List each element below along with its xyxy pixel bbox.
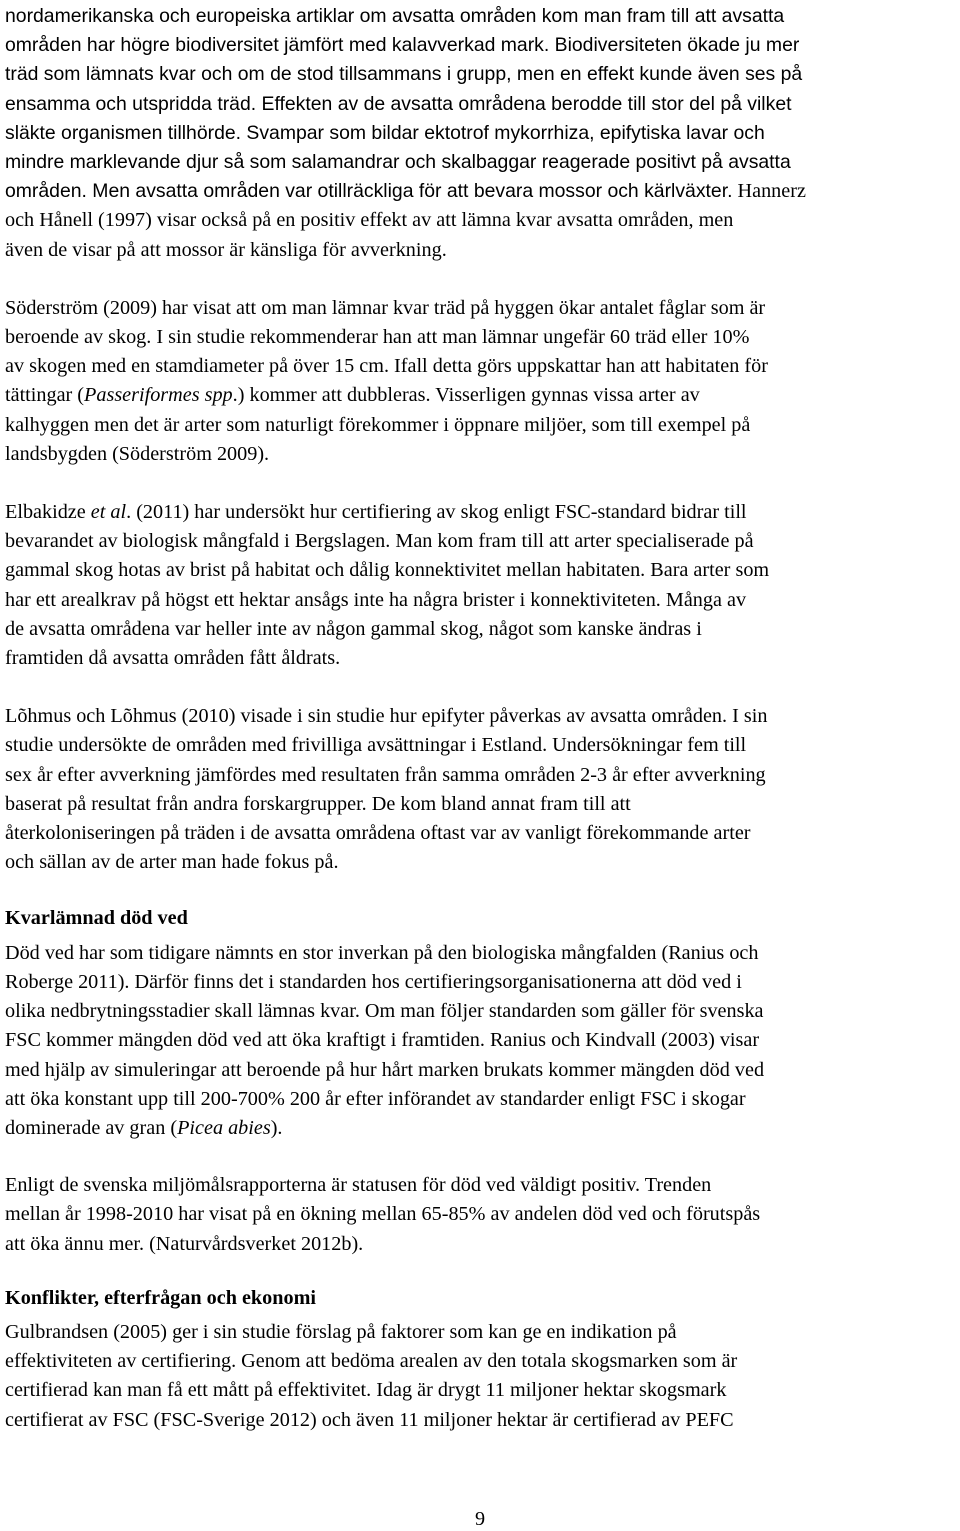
text-segment: Elbakidze [5,501,91,524]
text-segment: certifierad kan man få ett mått på effektivitet. Idag är drygt 11 miljoner hektar skogsmark [5,1379,727,1402]
text-line [5,1085,957,1114]
page-number: 9 [474,1508,486,1530]
text-line [5,1171,957,1200]
text-segment: områden har högre biodiversitet jämfört med kalavverkad mark. Biodiversiteten ökade ju mer [5,34,800,57]
text-line [5,702,957,731]
text-line [5,2,957,31]
text-segment: områden. Men avsatta områden var otillräckliga för att bevara mossor och kärlväxter. [5,180,733,203]
text-segment: med hjälp av simuleringar att beroende på hur hårt marken brukats kommer mängden död ved [5,1058,765,1081]
text-line [5,323,957,352]
text-segment: beroende av skog. I sin studie rekommenderar han att man lämnar ungefär 60 träd eller 10% [5,326,750,349]
text-line [5,1347,957,1376]
text-segment: kalhyggen men det är arter som naturligt förekommer i öppnare miljöer, som till exempel på [5,413,751,436]
text-segment: gammal skog hotas av brist på habitat och dålig konnektivitet mellan habitaten. Bara arter som [5,559,770,582]
text-line [5,206,957,235]
text-line [5,644,957,673]
text-line [5,1026,957,1055]
paragraph [5,2,957,265]
text-segment: sex år efter avverkning jämfördes med resultaten från samma områden 2-3 år efter avverkning [5,763,766,786]
text-segment: att öka ännu mer. (Naturvårdsverket 2012b). [5,1232,364,1255]
paragraph [5,498,957,673]
section-heading-conflicts: Konflikter, efterfrågan och ekonomi [5,1286,316,1309]
text-segment: .) kommer att dubbleras. Visserligen gynnas vissa arter av [232,384,700,407]
text-segment: Lõhmus och Lõhmus (2010) visade i sin studie hur epifyter påverkas av avsatta områden. I sin [5,705,768,728]
text-segment: olika nedbrytningsstadier skall lämnas kvar. Om man följer standarden som gäller för svenska [5,1000,764,1023]
text-segment: de avsatta områdena var heller inte av någon gammal skog, något som kanske ändras i [5,617,702,640]
text-line [5,177,957,206]
text-line [5,1230,957,1259]
text-line [5,1056,957,1085]
body-section-1 [5,2,957,877]
section-heading-dead-wood: Kvarlämnad död ved [5,907,188,930]
text-segment: träd som lämnats kvar och om de stod tillsammans i grupp, men en effekt kunde även ses på [5,63,803,86]
text-segment: studie undersökte de områden med frivilliga avsättningar i Estland. Undersökningar fem till [5,734,747,757]
text-segment: . (2011) har undersökt hur certifiering av skog enligt FSC-standard bidrar till [126,501,747,524]
paragraph [5,294,957,469]
italic-text: et al [90,501,127,524]
text-line [5,90,957,119]
text-line [5,819,957,848]
text-line [5,761,957,790]
text-line [5,31,957,60]
text-line [5,939,957,968]
text-line [5,1318,957,1347]
text-segment: släkte organismen tillhörde. Svampar som bildar ektotrof mykorrhiza, epifytiska lavar och [5,121,765,144]
text-segment: mellan år 1998-2010 har visat på en ökning mellan 65-85% av andelen död ved och förutspås [5,1203,761,1226]
text-line [5,556,957,585]
text-line [5,498,957,527]
text-segment: dominerade av gran ( [5,1116,178,1139]
text-segment: framtiden då avsatta områden fått åldrats. [5,647,341,670]
text-line [5,586,957,615]
italic-text: Picea abies [177,1116,271,1139]
text-line [5,997,957,1026]
text-segment: Död ved har som tidigare nämnts en stor inverkan på den biologiska mångfalden (Ranius och [5,941,759,964]
text-segment: bevarandet av biologisk mångfald i Bergslagen. Man kom fram till att arter specialiserade på [5,530,754,553]
text-segment: FSC kommer mängden död ved att öka kraftigt i framtiden. Ranius och Kindvall (2003) visar [5,1029,760,1052]
text-line [5,236,957,265]
text-line [5,1200,957,1229]
text-line [5,381,957,410]
body-section-2 [5,939,957,1259]
text-segment: baserat på resultat från andra forskargrupper. De kom bland annat fram till att [5,792,631,815]
text-segment: Enligt de svenska miljömålsrapporterna är statusen för död ved väldigt positiv. Trenden [5,1174,712,1197]
text-segment: mindre marklevande djur så som salamandrar och skalbaggar reagerade positivt på avsatta [5,151,791,174]
text-segment: Söderström (2009) har visat att om man lämnar kvar träd på hyggen ökar antalet fåglar som är [5,296,766,319]
body-section-3 [5,1318,957,1435]
text-segment: av skogen med en stamdiameter på över 15 cm. Ifall detta görs uppskattar han att habitaten för [5,355,768,378]
text-segment: även de visar på att mossor är känsliga för avverkning. [5,238,447,261]
text-line [5,615,957,644]
paragraph [5,702,957,877]
text-segment: återkoloniseringen på träden i de avsatta områdena oftast var av vanligt förekommande arter [5,822,751,845]
text-segment: nordamerikanska och europeiska artiklar om avsatta områden kom man fram till att avsatta [5,5,785,27]
text-line [5,731,957,760]
paragraph [5,1318,957,1435]
text-line [5,968,957,997]
text-line [5,60,957,89]
text-segment: och sällan av de arter man hade fokus på. [5,851,339,874]
text-line [5,1406,957,1435]
italic-text: Passeriformes spp [84,384,233,407]
text-segment: ensamma och utspridda träd. Effekten av de avsatta områdena berodde till stor del på vilket [5,92,792,115]
text-line [5,352,957,381]
text-segment: effektiviteten av certifiering. Genom att bedöma arealen av den totala skogsmarken som är [5,1350,738,1373]
text-line [5,440,957,469]
text-segment: har ett arealkrav på högst ett hektar ansågs inte ha några brister i konnektiviteten. Många av [5,588,747,611]
document-page [5,2,957,1435]
text-segment: Roberge 2011). Därför finns det i standarden hos certifieringsorganisationerna att död ved i [5,970,742,993]
text-line [5,1376,957,1405]
text-segment: Hannerz [732,180,806,203]
text-segment: och Hånell (1997) visar också på en positiv effekt av att lämna kvar avsatta områden, men [5,209,734,232]
text-line [5,148,957,177]
text-line [5,848,957,877]
text-line [5,411,957,440]
text-line [5,790,957,819]
text-line [5,1114,957,1143]
text-line [5,119,957,148]
paragraph [5,1171,957,1259]
text-segment: ). [270,1116,283,1139]
text-segment: att öka konstant upp till 200-700% 200 år efter införandet av standarder enligt FSC i skogar [5,1087,746,1110]
text-line [5,294,957,323]
paragraph [5,939,957,1143]
text-line [5,527,957,556]
text-segment: tättingar ( [5,384,85,407]
text-segment: Gulbrandsen (2005) ger i sin studie förslag på faktorer som kan ge en indikation på [5,1320,677,1343]
text-segment: certifierat av FSC (FSC-Sverige 2012) och även 11 miljoner hektar är certifierad av PEFC [5,1408,734,1431]
text-segment: landsbygden (Söderström 2009). [5,442,270,465]
